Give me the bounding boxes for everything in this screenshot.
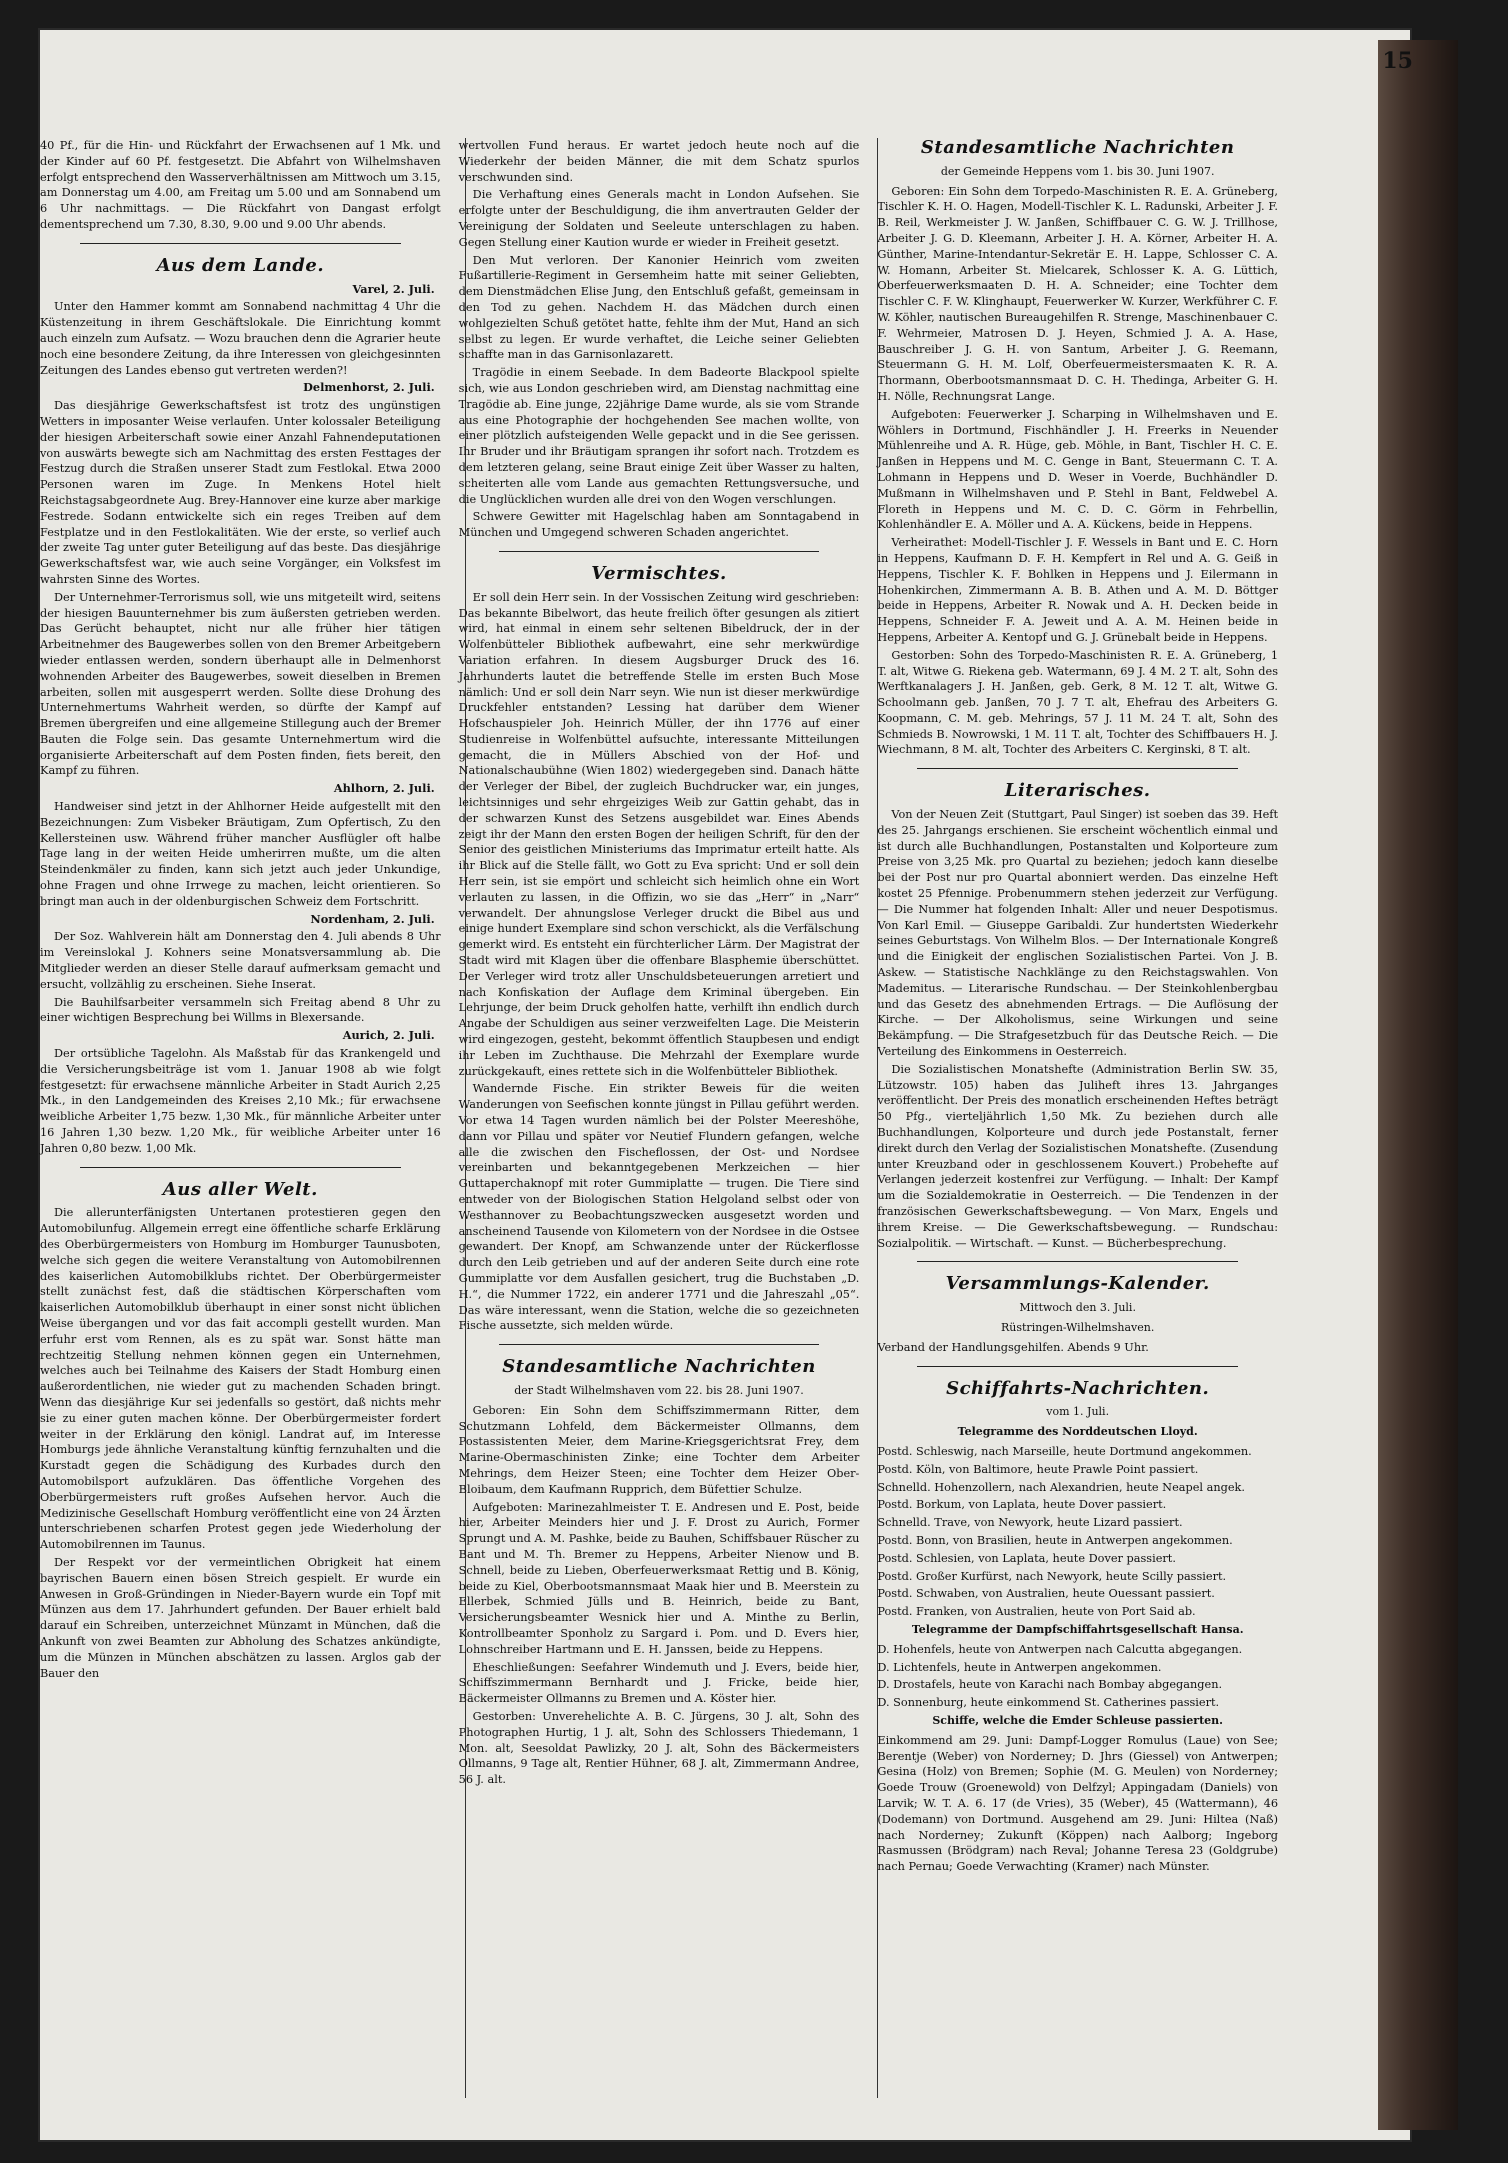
list-item: Postd. Franken, von Australien, heute von Port Said ab. <box>877 1605 1196 1619</box>
paragraph: Aufgeboten: Marinezahlmeister T. E. Andresen und E. Post, beide hier, Arbeiter Meinders hier und J. F. Drost zu Aurich, Former Sprungt und A. M. Pashke, beide zu Bauhen, Schiffsbauer Rüscher zu Bant und M. Th. Bremer zu Heppens, Arbeiter Nienow und B. Schnell, beide zu Lieben, Oberfeuerwerksmaat Rettig und B. König, beide zu Kiel, Oberbootsmannsmaat Maak hier und B. Meerstein zu Ellerbek, Schmied Jülls und B. Heinrich, beide zu Bant, Versicherungsbeamter Wesnick hier und A. Minthe zu Berlin, Kontrollbeamter Sponholz zu Sargard i. Pom. und D. Evers hier, Lohnschreiber Hartmann und E. H. Janssen, beide zu Heppens. <box>458 1500 860 1656</box>
divider <box>499 1344 820 1345</box>
column-3 <box>877 138 1278 1877</box>
paragraph: Wandernde Fische. Ein strikter Beweis für die weiten Wanderungen von Seefischen konnte jüngst in Pillau geführt werden. Vor etwa 14 Tagen wurden nämlich bei der Polster Meereshöhe, dann vor Pillau und später vor Neutief Flundern gefangen, welche alle die zwischen den Fischeflossen, der Ost- und Nordsee vereinbarten und bekanntgegebenen Merkzeichen — hier Guttaperchaknopf mit roter Gummiplatte — trugen. Die Tiere sind entweder von der Biologischen Station Helgoland selbst oder von Westhannover zu Beobachtungszwecken ausgesetzt worden und anscheinend Tausende von Kilometern von der Nordsee in die Ostsee gewandert. Der Knopf, am Schwanzende unter der Rückerflosse durch den Leib getrieben und auf der anderen Seite durch eine rote Gummiplatte vor dem Ausfallen gesichert, trug die Buchstaben „D. H.“, die Nummer 1722, ein anderer 1771 und die Jahreszahl „05“. Das wäre interessant, wenn die Station, welche die so gezeichneten Fische aussetzte, sich melden würde. <box>458 1082 860 1333</box>
article-columns <box>40 138 1278 1877</box>
dateline: Ahlhorn, 2. Juli. <box>333 781 435 796</box>
paragraph: Gestorben: Sohn des Torpedo-Maschinisten R. E. A. Grüneberg, 1 T. alt, Witwe G. Riekena geb. Watermann, 69 J. 4 M. 2 T. alt, Sohn des Werftkanalagers J. H. Janßen, geb. Gerk, 8 M. 12 T. alt, Witwe G. Schoolmann geb. Janßen, 70 J. 7 T. alt, Ehefrau des Arbeiters G. Koopmann, C. M. geb. Mehrings, 57 J. 11 M. 24 T. alt, Sohn des Schmieds B. Nowrowski, 1 M. 11 T. alt, Tochter des Schiffbauers H. J. Wiechmann, 8 M. alt, Tochter des Arbeiters C. Kerginski, 8 T. alt. <box>877 648 1279 757</box>
paragraph: Eheschließungen: Seefahrer Windemuth und J. Evers, beide hier, Schiffszimmermann Bernhardt und J. Fricke, beide hier, Bäckermeister Ollmanns zu Bremen und A. Köster hier. <box>458 1660 860 1706</box>
divider <box>80 243 401 244</box>
paragraph: Einkommend am 29. Juni: Dampf-Logger Romulus (Laue) von See; Berentje (Weber) von Norderney; D. Jhrs (Giessel) von Antwerpen; Gesina (Holz) von Bremen; Sophie (M. G. Meulen) von Norderney; Goede Trouw (Groenewold) von Delfzyl; Appingadam (Daniels) von Larvik; W. T. A. 6. 17 (de Vries), 35 (Weber), 45 (Wattermann), 46 (Dodemann) von Dortmund. Ausgehend am 29. Juni: Hiltea (Naß) nach Norderney; Zukunft (Köppen) nach Aalborg; Ingeborg Rasmussen (Brödgram) nach Reval; Johanne Teresa 23 (Goldgrube) nach Pernau; Goede Verwachting (Kramer) nach Münster. <box>877 1733 1279 1874</box>
list-item: D. Drostafels, heute von Karachi nach Bombay abgegangen. <box>877 1678 1223 1692</box>
paragraph: Der Unternehmer-Terrorismus soll, wie uns mitgeteilt wird, seitens der hiesigen Bauunternehmer bis zum äußersten getrieben werden. Das Gerücht behauptet, nicht nur alle früher hier tätigen Arbeitnehmer des Baugewerbes sollen von den Bremer Arbeitgebern wieder entlassen werden, sondern überhaupt alle in Delmenhorst wohnenden Arbeiter des Baugewerbes, soweit dieselben in Bremen arbeiten, sollen mit ausgesperrt werden. Sollte diese Drohung des Unternehmertums Wahrheit werden, so dürfte der Kampf auf Bremen übergreifen und eine allgemeine Stillegung auch der Bremer Bauten die Folge sein. Das gesamte Unternehmertum wird die organisierte Arbeiterschaft auf dem Posten finden, fiets bereit, den Kampf zu führen. <box>40 590 441 778</box>
paragraph: 40 Pf., für die Hin- und Rückfahrt der Erwachsenen auf 1 Mk. und der Kinder auf 60 Pf. festgesetzt. Die Abfahrt von Wilhelmshaven erfolgt entsprechend den Wasserverhältnissen am Mittwoch um 3.15, am Donnerstag um 4.00, am Freitag um 5.00 und am Sonnabend um 6 Uhr nachmittags. — Die Rückfahrt von Dangast erfolgt dementsprechend um 7.30, 8.30, 9.00 und 9.00 Uhr abends. <box>40 139 441 231</box>
dateline: Delmenhorst, 2. Juli. <box>303 380 435 395</box>
section-heading: Literarisches. <box>1004 780 1151 802</box>
paragraph: Die Bauhilfsarbeiter versammeln sich Freitag abend 8 Uhr zu einer wichtigen Besprechung bei Willms in Blexersande. <box>40 995 441 1025</box>
telegram-heading: Telegramme der Dampfschiffahrtsgesellschaft Hansa. <box>911 1622 1244 1636</box>
section-subheading: vom 1. Juli. <box>1046 1405 1110 1419</box>
column-1 <box>40 138 441 1877</box>
section-heading: Aus dem Lande. <box>156 254 325 276</box>
hansa-list <box>877 1642 1278 1711</box>
list-item: Postd. Schlesien, von Laplata, heute Dover passiert. <box>877 1551 1176 1565</box>
paragraph: Die Sozialistischen Monatshefte (Administration Berlin SW. 35, Lützowstr. 105) haben das Juliheft ihres 13. Jahrganges veröffentlicht. Der Preis des monatlich erscheinenden Heftes beträgt 50 Pfg., vierteljährlich 1,50 Mk. Zu beziehen durch alle Buchhandlungen, Kolporteure und durch jede Postanstalt, ferner direkt durch den Verlag der Sozialistischen Monatshefte. (Zusendung unter Kreuzband oder in geschlossenem Kouvert.) Probehefte auf Verlangen jederzeit kostenfrei zur Verfügung. — Inhalt: Der Kampf um die Sozialdemokratie in Oesterreich. — Die Tendenzen in der französischen Gewerkschaftsbewegung. — Von Marx, Engels und ihrem Kreise. — Die Gewerkschaftsbewegung. — Rundschau: Sozialpolitik. — Wirtschaft. — Kunst. — Bücherbesprechung. <box>877 1062 1279 1250</box>
paragraph: Der ortsübliche Tagelohn. Als Maßstab für das Krankengeld und die Versicherungsbeiträge ist vom 1. Januar 1908 ab wie folgt festgesetzt: für erwachsene männliche Arbeiter in Stadt Aurich 2,25 Mk., in den Landgemeinden des Kreises 2,10 Mk.; für erwachsene weibliche Arbeiter 1,75 bezw. 1,30 Mk., für männliche Arbeiter unter 16 Jahren 1,30 bezw. 1,20 Mk., für weibliche Arbeiter unter 16 Jahren 0,80 bezw. 1,00 Mk. <box>40 1047 441 1155</box>
paragraph: Die Verhaftung eines Generals macht in London Aufsehen. Sie erfolgte unter der Beschuldigung, die ihm anvertrauten Gelder der Vereinigung der Soldaten und Seeleute unterschlagen zu haben. Gegen Stellung einer Kaution wurde er wieder in Freiheit gesetzt. <box>458 188 860 249</box>
list-item: Postd. Großer Kurfürst, nach Newyork, heute Scilly passiert. <box>877 1569 1227 1583</box>
book-binding <box>1378 40 1458 2130</box>
list-item: D. Sonnenburg, heute einkommend St. Catherines passiert. <box>877 1696 1220 1710</box>
paragraph: Die allerunterfänigsten Untertanen protestieren gegen den Automobilunfug. Allgemein erregt eine öffentliche scharfe Erklärung des Oberbürgermeisters von Homburg im Homburger Taunusboten, welche sich gegen die weitere Veranstaltung von Automobilrennen des kaiserlichen Automobilklubs richtet. Der Oberbürgermeister stellt zunächst fest, daß die städtischen Körperschaften vom kaiserlichen Automobilklub überhaupt in einer sonst nicht üblichen Weise übergangen und vor das fait accompli gestellt wurden. Man erfuhr erst vom Rennen, als es zu spät war. Sonst hätte man rechtzeitig Stellung nehmen können gegen ein Unternehmen, welches auch bei Teilnahme des Kaisers der Stadt Homburg einen außerordentlichen, nie wieder gut zu machenden Schaden bringt. Wenn das diesjährige Kur sei jedenfalls so gestört, daß nichts mehr sie zu einer guten machen könne. Der Oberbürgermeister fordert weiter in der Erklärung den königl. Landrat auf, im Interesse Homburgs jede ähnliche Veranstaltung künftig fernzuhalten und die Kurstadt gegen die Schädigung des Kurbades durch den Automobilsport aufzuklären. Das öffentliche Vorgehen des Oberbürgermeisters ruft großes Aufsehen hervor. Auch die Medizinische Gesellschaft Homburg veröffentlicht eine von 24 Ärzten unterschriebenen scharfen Protest gegen jede Wiederholung der Automobilrennen im Taunus. <box>40 1206 441 1552</box>
paragraph: Geboren: Ein Sohn dem Schiffszimmermann Ritter, dem Schutzmann Lohfeld, dem Bäckermeister Ollmanns, dem Postassistenten Meier, dem Marine-Kriegsgerichtsrat Frey, dem Marine-Obermaschinisten Zinke; eine Tochter dem Arbeiter Mehrings, dem Heizer Steen; eine Tochter dem Heizer Ober-Bloibaum, dem Kaufmann Rupprich, dem Büfettier Schulze. <box>458 1403 860 1496</box>
section-subheading: der Stadt Wilhelmshaven vom 22. bis 28. Juni 1907. <box>514 1383 804 1397</box>
list-item: Postd. Borkum, von Laplata, heute Dover passiert. <box>877 1498 1167 1512</box>
section-heading: Schiffahrts-Nachrichten. <box>946 1377 1210 1399</box>
section-heading: Standesamtliche Nachrichten <box>502 1356 816 1378</box>
paragraph: Er soll dein Herr sein. In der Vossischen Zeitung wird geschrieben: Das bekannte Bibelwort, das heute freilich öfter gesungen als zitiert wird, hat einmal in einem sehr seltenen Bibeldruck, der in der Wolfenbütteler Bibliothek aufbewahrt, eine sehr merkwürdige Variation erfahren. In diesem Augsburger Druck des 16. Jahrhunderts lautet die betreffende Stelle im ersten Buch Mose nämlich: Und er soll dein Narr seyn. Wie nun ist dieser merkwürdige Druckfehler entstanden? Lessing hat darüber dem Wiener Hofschauspieler Joh. Heinrich Müller, der ihn 1776 auf einer Studienreise in Wolfenbüttel aufsuchte, interessante Mitteilungen gemacht, die in Müllers Abschied von der Hof- und Nationalschaubühne (Wien 1802) wiedergegeben sind. Danach hätte der Verleger der Bibel, der zugleich Buchdrucker war, ein junges, leichtsinniges und sehr ehrgeiziges Weib zur Gattin gehabt, das in der schwarzen Kunst des Setzens ausgebildet war. Eines Abends zeigt ihr der Mann den ersten Bogen der heiligen Schrift, für den der Senior des geistlichen Ministeriums das Imprimatur erteilt hatte. Als ihr Blick auf die Stelle fällt, wo Gott zu Eva spricht: Und er soll dein Herr sein, ist sie empört und schleicht sich heimlich ohne ein Wort verlauten zu lassen, in die Offizin, wo sie das „Herr“ in „Narr“ verwandelt. Der ahnungslose Verleger druckt die Bibel aus und einige hundert Exemplare sind schon verschickt, als die Verfälschung gemerkt wird. Es entsteht ein fürchterlicher Lärm. Der Magistrat der Stadt wird mit Klagen über die offenbare Blasphemie überschüttet. Der Verleger wird trotz aller Unschuldsbeteuerungen arretiert und nach Konfiskation der Auflage dem Kriminal übergeben. Ein Lehrjunge, der beim Druck geholfen hatte, verhilft ihn endlich durch Angabe der Schuldigen aus seiner verzweifelten Lage. Die Meisterin wird eingezogen, gesteht, bekommt öffentlich Staupbesen und endigt ihr Leben im Zuchthause. Die Mehrzahl der Exemplare wurde zurückgekauft, eines rettete sich in die Wolfenbütteler Bibliothek. <box>458 590 860 1078</box>
column-2 <box>459 138 860 1877</box>
list-item: Postd. Köln, von Baltimore, heute Prawle Point passiert. <box>877 1462 1199 1476</box>
paragraph: Der Respekt vor der vermeintlichen Obrigkeit hat einem bayrischen Bauern einen bösen Streich gespielt. Er wurde ein Anwesen in Groß-Gründingen in Nieder-Bayern wurde ein Topf mit Münzen aus dem 17. Jahrhundert gefunden. Der Bauer erhielt bald darauf ein Schreiben, unterzeichnet Münzamt in München, daß die Ankunft von zwei Beamten zur Abholung des Schatzes ankündigte, um die Münzen in München abschätzen zu lassen. Arglos gab der Bauer den <box>40 1555 441 1680</box>
paragraph: Unter den Hammer kommt am Sonnabend nachmittag 4 Uhr die Küstenzeitung in ihrem Geschäftslokale. Die Einrichtung kommt auch einzeln zum Aufsatz. — Wozu brauchen denn die Agrarier heute noch eine besondere Zeitung, da ihre Interessen von gleichgesinnten Zeitungen des Landes ebenso gut vertreten werden?! <box>40 300 441 377</box>
section-subheading: der Gemeinde Heppens vom 1. bis 30. Juni 1907. <box>940 164 1215 178</box>
paragraph: Von der Neuen Zeit (Stuttgart, Paul Singer) ist soeben das 39. Heft des 25. Jahrgangs erschienen. Sie erscheint wöchentlich einmal und ist durch alle Buchhandlungen, Postanstalten und Kolporteure zum Preise von 3,25 Mk. pro Quartal zu beziehen; jedoch kann dieselbe bei der Post nur pro Quartal abonniert werden. Das einzelne Heft kostet 25 Pfennige. Probenummern stehen jederzeit zur Verfügung. — Die Nummer hat folgenden Inhalt: Aller und neuer Despotismus. Von Karl Emil. — Giuseppe Garibaldi. Zur hundertsten Wiederkehr seines Geburtstags. Von Wilhelm Blos. — Der Internationale Kongreß und die Einigkeit der englischen Sozialistischen Partei. Von J. B. Askew. — Statistische Nachklänge zu den Reichstagswahlen. Von Mademitus. — Literarische Rundschau. — Der Steinkohlenbergbau und das Gesetz des abnehmenden Ertrags. — Die Auflösung der Kirche. — Der Alkoholismus, seine Wirkungen und seine Bekämpfung. — Die Strafgesetzbuch für das Deutsche Reich. — Die Verteilung des Einkommens in Oesterreich. <box>877 808 1279 1059</box>
dateline: Nordenham, 2. Juli. <box>310 911 435 926</box>
divider <box>499 551 820 552</box>
section-heading: Aus aller Welt. <box>162 1178 318 1200</box>
paragraph: Den Mut verloren. Der Kanonier Heinrich vom zweiten Fußartillerie-Regiment in Gersemheim hatte mit seiner Geliebten, dem Dienstmädchen Elise Jung, den Entschluß gefaßt, gemeinsam in den Tod zu gehen. Nachdem H. das Mädchen durch einen wohlgezielten Schuß getötet hatte, fehlte ihm der Mut, Hand an sich selbst zu legen. Er wurde verhaftet, die Leiche seiner Geliebten schaffte man in das Garnisonlazarett. <box>458 253 860 362</box>
list-item: Schnelld. Trave, von Newyork, heute Lizard passiert. <box>877 1516 1183 1530</box>
list-item: D. Lichtenfels, heute in Antwerpen angekommen. <box>877 1660 1162 1674</box>
dateline: Aurich, 2. Juli. <box>342 1028 435 1043</box>
divider <box>917 1366 1238 1367</box>
section-heading: Vermischtes. <box>591 562 727 584</box>
calendar-item: Verband der Handlungsgehilfen. Abends 9 Uhr. <box>877 1340 1149 1354</box>
telegram-heading: Telegramme des Norddeutschen Lloyd. <box>957 1425 1198 1439</box>
page-number: 15 <box>1382 48 1413 74</box>
paragraph: Aufgeboten: Feuerwerker J. Scharping in Wilhelmshaven und E. Wöhlers in Dortmund, Fischhändler J. H. Freerks in Neuender Mühlenreihe und A. R. Hüge, geb. Möhle, in Bant, Tischler H. C. E. Janßen in Heppens und M. C. Genge in Bant, Steuermann C. T. A. Lohmann in Heppens und D. Weser in Voerde, Buchhändler D. Mußmann in Wilhelmshaven und P. Stehl in Bant, Feldwebel A. Floreth in Heppens und M. C. D. C. Görm in Fehrbellin, Kohlenhändler E. A. Möller und A. A. Kückens, beide in Heppens. <box>877 407 1279 532</box>
dateline: Varel, 2. Juli. <box>352 281 435 296</box>
list-item: Schnelld. Hohenzollern, nach Alexandrien, heute Neapel angek. <box>877 1480 1245 1494</box>
paragraph: Handweiser sind jetzt in der Ahlhorner Heide aufgestellt mit den Bezeichnungen: Zum Visbeker Bräutigam, Zum Opfertisch, Zu den Kellersteinen usw. Während früher mancher Ausflügler oft halbe Tage lang in der weiten Heide umherirren mußte, um die alten Steindenkmäler zu finden, kann sich jetzt auch jeder Unkundige, ohne Fragen und ohne Irrwege zu machen, leicht orientieren. So bringt man auch in der oldenburgischen Schweiz dem Fortschritt. <box>40 800 441 908</box>
paragraph: Der Soz. Wahlverein hält am Donnerstag den 4. Juli abends 8 Uhr im Vereinslokal J. Kohners seine Monatsversammlung ab. Die Mitglieder werden an dieser Stelle darauf aufmerksam gemacht und ersucht, vollzählig zu erscheinen. Siehe Inserat. <box>40 930 441 991</box>
divider <box>80 1167 401 1168</box>
list-item: D. Hohenfels, heute von Antwerpen nach Calcutta abgegangen. <box>877 1642 1243 1656</box>
section-heading: Standesamtliche Nachrichten <box>920 137 1235 158</box>
list-item: Postd. Schwaben, von Australien, heute Ouessant passiert. <box>877 1587 1215 1601</box>
calendar-date: Mittwoch den 3. Juli. <box>1019 1301 1136 1315</box>
paragraph: Gestorben: Unverehelichte A. B. C. Jürgens, 30 J. alt, Sohn des Photographen Hurtig, 1 J. alt, Sohn des Schlossers Thiedemann, 1 Mon. alt, Seesoldat Pawlizky, 20 J. alt, Sohn des Bäckermeisters Ollmanns, 9 Tage alt, Rentier Hühner, 68 J. alt, Zimmermann Andree, 56 J. alt. <box>458 1709 860 1787</box>
paragraph: Tragödie in einem Seebade. In dem Badeorte Blackpool spielte sich, wie aus London geschrieben wird, am Dienstag nachmittag eine Tragödie ab. Eine junge, 22jährige Dame wurde, als sie vom Strande aus eine Photographie der hochgehenden See machen wollte, von einer plötzlich aufsteigenden Welle gepackt und in die See gerissen. Ihr Bruder und ihr Bräutigam sprangen ihr sofort nach. Trotzdem es dem letzteren gelang, seine Braut einige Zeit über Wasser zu halten, scheiterten alle vom Lande aus gemachten Rettungsversuche, und die Unglücklichen wurden alle drei von den Wogen verschlungen. <box>458 366 860 506</box>
list-item: Postd. Schleswig, nach Marseille, heute Dortmund angekommen. <box>877 1444 1252 1458</box>
lloyd-list <box>877 1444 1278 1620</box>
list-item: Postd. Bonn, von Brasilien, heute in Antwerpen angekommen. <box>877 1533 1233 1547</box>
section-heading: Versammlungs-Kalender. <box>945 1273 1210 1295</box>
paragraph: Schwere Gewitter mit Hagelschlag haben am Sonntagabend in München und Umgegend schweren Schaden angerichtet. <box>458 510 860 540</box>
divider <box>917 1261 1238 1262</box>
paragraph: Das diesjährige Gewerkschaftsfest ist trotz des ungünstigen Wetters in imposanter Weise verlaufen. Unter kolossaler Beteiligung der hiesigen Arbeiterschaft sowie einer Anzahl Fahnendeputationen von auswärts bewegte sich am Nachmittag des ersten Festtages der Festzug durch die Straßen unserer Stadt zum Festlokal. Etwa 2000 Personen waren im Zuge. In Menkens Hotel hielt Reichstagsabgeordnete Aug. Brey-Hannover eine kurze aber markige Festrede. Sodann entwickelte sich ein reges Treiben auf dem Festplatze und in den Festlokalitäten. Wie der erste, so verlief auch der zweite Tag unter guter Beteiligung auf das beste. Das diesjährige Gewerkschaftsfest war, wie auch seine Vorgänger, ein Volksfest im wahrsten Sinne des Wortes. <box>40 399 441 586</box>
paragraph: Verheirathet: Modell-Tischler J. F. Wessels in Bant und E. C. Horn in Heppens, Kaufmann D. F. H. Kempfert in Rel und A. G. Geiß in Heppens, Tischler K. F. Bohlken in Heppens und J. Eilermann in Hohenkirchen, Zimmermann A. B. B. Athen und A. M. D. Böttger beide in Heppens, Arbeiter R. Nowak und A. H. Decken beide in Heppens, Schneider F. A. Jeweit und A. A. M. Heinen beide in Heppens, Arbeiter A. Kentopf und G. J. Grünebalt beide in Heppens. <box>877 536 1279 644</box>
calendar-place: Rüstringen-Wilhelmshaven. <box>1001 1320 1155 1334</box>
divider <box>917 768 1238 769</box>
paragraph: Geboren: Ein Sohn dem Torpedo-Maschinisten R. E. A. Grüneberg, Tischler K. H. O. Hagen, Modell-Tischler K. L. Radunski, Arbeiter J. F. B. Reil, Werkmeister J. W. Janßen, Schiffbauer C. G. W. J. Trillhose, Arbeiter J. G. D. Kleemann, Arbeiter J. H. A. Körner, Arbeiter H. A. Günther, Marine-Intendantur-Sekretär E. H. Lappe, Schlosser C. A. W. Homann, Arbeiter St. Mielcarek, Schlosser K. A. G. Lüttich, Oberfeuerwerksmaaten D. H. A. Schneider; eine Tochter dem Tischler C. F. W. Klinghaupt, Feuerwerker W. Kurzer, Werkführer C. F. W. Köhler, nautischen Bureaugehilfen R. Strenge, Maschinenbauer C. F. Wehrmeier, Matrosen D. J. Heyen, Schmied J. A. A. Hase, Bauschreiber J. G. H. von Santum, Arbeiter J. G. Reemann, Steuermann G. H. M. Lolf, Oberfeuermeistersmaaten K. R. A. Thormann, Oberbootsmannsmaat D. C. H. Thedinga, Arbeiter G. H. H. Nölle, Rechnungsrat Lange. <box>877 184 1279 403</box>
telegram-heading: Schiffe, welche die Emder Schleuse passierten. <box>932 1713 1223 1727</box>
paragraph: wertvollen Fund heraus. Er wartet jedoch heute noch auf die Wiederkehr der beiden Männer, die mit dem Schatz spurlos verschwunden sind. <box>458 139 860 184</box>
